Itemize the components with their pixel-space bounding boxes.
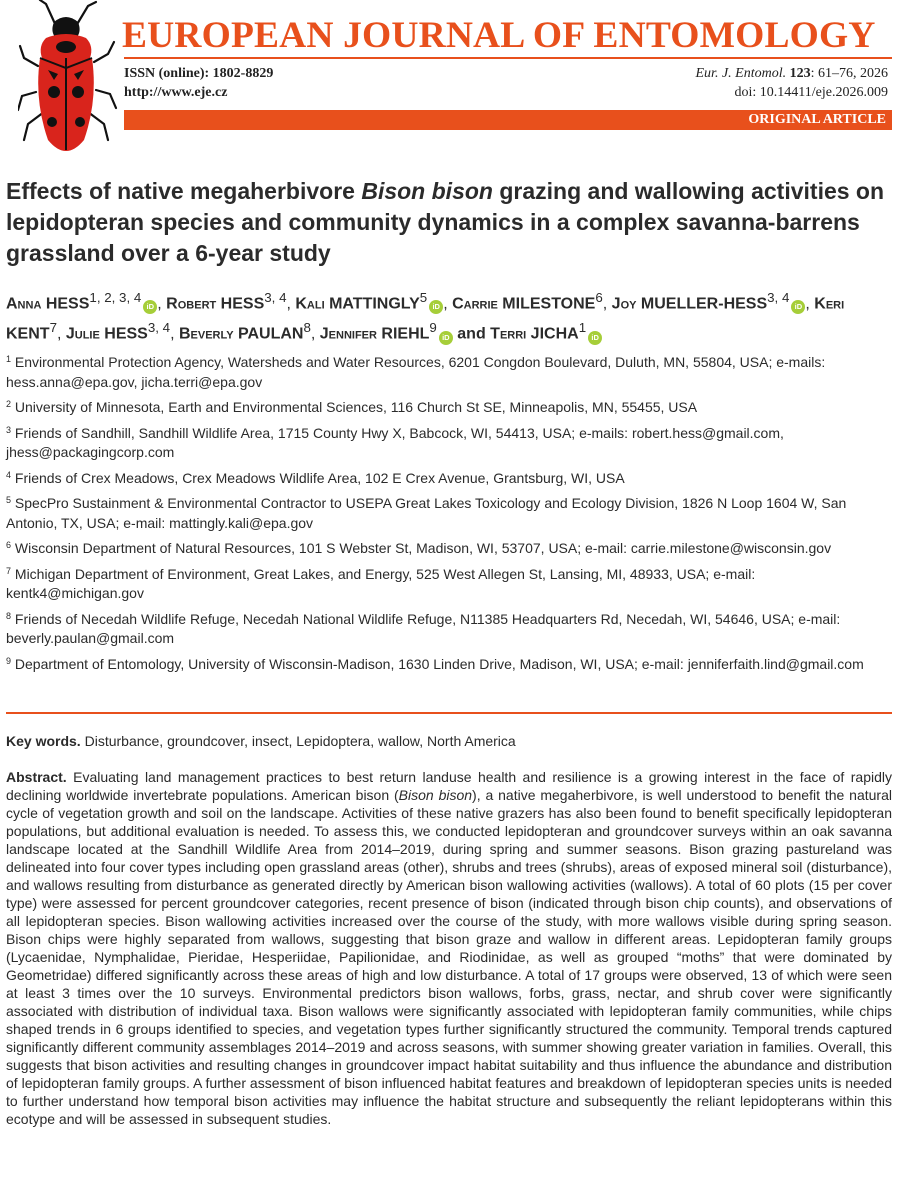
- affiliation-item: [6, 562, 891, 604]
- author-affiliation-ref: 5: [419, 290, 428, 305]
- affiliation-list: [6, 350, 891, 677]
- title-part2: grazing and wallowing activities on lepidopteran species and community dynamics in a complex savanna-barrens grassland over a 6-year study: [6, 178, 885, 266]
- citation-line: [696, 64, 889, 83]
- author-name: Joy MUELLER-HESS: [611, 295, 768, 313]
- affiliation-number: 9: [6, 655, 12, 666]
- author-name: Robert HESS: [166, 295, 265, 313]
- citation-volume: 123: [789, 66, 811, 81]
- issn: ISSN (online): 1802-8829: [124, 66, 274, 81]
- title-species: Bison bison: [361, 178, 493, 204]
- abstract-species: Bison bison: [398, 787, 473, 803]
- journal-meta-left: [124, 64, 273, 102]
- affiliation-text: Wisconsin Department of Natural Resources, 101 S Webster St, Madison, WI, 53707, USA; e-mail: carrie.milestone@wisconsin.gov: [14, 540, 832, 556]
- orcid-icon[interactable]: iD: [439, 331, 453, 345]
- affiliation-number: 8: [6, 610, 12, 621]
- article-type-banner: ORIGINAL ARTICLE: [124, 110, 892, 130]
- affiliation-item: [6, 652, 891, 675]
- affiliation-number: 3: [6, 424, 12, 435]
- keywords-rule: [6, 712, 892, 714]
- keywords-text: Disturbance, groundcover, insect, Lepidoptera, wallow, North America: [80, 733, 516, 749]
- affiliation-item: [6, 491, 891, 533]
- header-rule: [124, 57, 892, 59]
- journal-url[interactable]: http://www.eje.cz: [124, 85, 228, 100]
- abstract-text-2: ), a native megaherbivore, is well understood to benefit the natural cycle of vegetation growth and soil on the landscape. Activities of these native grazers has also been found to benefit specifically lepidopteran populations, but additional evaluation is needed. To assess this, we conducted lepidopteran and groundcover surveys within an oak savanna landscape located at the Sandhill Wildlife Area from 2014–2019, during spring and summer seasons. Bison grazing pastureland was delineated into four cover types including open grassland areas (other), shrubs and trees (shrubs), areas of exposed mineral soil (disturbance), and wallows resulting from disturbance as generated directly by American bison wallowing activities (wallows). A total of 60 plots (15 per cover type) were assessed for percent groundcover categories, recent presence of bison (indicated through bison chip counts), and observations of all lepidopteran species. Bison wallowing activities increased over the course of the study, with more wallows visible during spring season. Bison chips were highly separated from wallows, suggesting that bison graze and wallow in different areas. Lepidopteran family groups (Lycaenidae, Nymphalidae, Pieridae, Hesperiidae, Papilionidae, and Riodinidae, as well as grouped “moths” that were dominated by Geometridae) differed significantly across these areas of high and low disturbance. A total of 17 groups were observed, 13 of which were seen at least 3 times over the 10 surveys. Environmental predictors bison wallows, forbs, grass, nectar, and shrub cover were significantly associated with distribution of individual taxa. Bison wallows were significantly associated with lepidopteran family communities, while chips shaped trends in 6 groups identified to species, and vegetation types further significantly structured the community. Temporal trends captured significantly different community assemblages 2014–2019 and across seasons, with summer showing greater variation in families. Overall, this suggests that bison activities and resulting changes in groundcover impact habitat suitability and thus influence the abundance and distribution of lepidopteran family groups. A further assessment of bison influenced habitat features and breakdown of lepidopteran species units is needed to further understand how temporal bison activities may influence the habitat structure and subsequently the reliant lepidopterans within this ecotype and will be assessed in subsequent studies.: [6, 787, 892, 1127]
- affiliation-number: 6: [6, 540, 12, 550]
- affiliation-number: 7: [6, 565, 12, 576]
- affiliation-number: 4: [6, 469, 12, 480]
- affiliation-text: Department of Entomology, University of Wisconsin-Madison, 1630 Linden Drive, Madison, WI, USA; e-mail: jenniferfaith.lind@gmail.com: [14, 655, 864, 672]
- author-affiliation-ref: 3, 4: [264, 290, 287, 305]
- affiliation-text: SpecPro Sustainment & Environmental Contractor to USEPA Great Lakes Toxicology and Ecology Division, 1826 N Loop 1604 W, San Antonio, TX, USA; e-mail: mattingly.kali@epa.gov: [6, 495, 847, 531]
- abstract-label: Abstract.: [6, 769, 67, 785]
- author-affiliation-ref: 1, 2, 3, 4: [89, 290, 142, 305]
- affiliation-text: Michigan Department of Environment, Great Lakes, and Energy, 525 West Allegen St, Lansing, MI, 48933, USA; e-mail: kentk4@michigan.gov: [6, 565, 756, 601]
- affiliation-text: Environmental Protection Agency, Watersheds and Water Resources, 6201 Congdon Boulevard, Duluth, MN, 55804, USA; e-mails: hess.anna@epa.gov, jicha.terri@epa.gov: [6, 354, 826, 390]
- author-affiliation-ref: 3, 4: [147, 320, 171, 336]
- author-name: Terri JICHA: [490, 325, 579, 343]
- article-title: [6, 176, 886, 269]
- title-part1: Effects of native megaherbivore: [6, 178, 362, 204]
- author-name: Julie HESS: [65, 325, 148, 343]
- orcid-icon[interactable]: iD: [791, 300, 805, 314]
- author-name: Jennifer RIEHL: [319, 325, 430, 343]
- journal-name: EUROPEAN JOURNAL OF ENTOMOLOGY: [122, 15, 876, 56]
- affiliation-number: 5: [6, 495, 12, 505]
- abstract-text-1: Evaluating land management practices to best return landuse health and resilience is a growing interest in the face of rapidly declining worldwide invertebrate populations. American bison (: [6, 769, 892, 803]
- firebug-beetle-icon: [18, 0, 118, 165]
- affiliation-item: [6, 607, 891, 649]
- author-affiliation-ref: 8: [303, 320, 311, 336]
- abstract: [6, 768, 892, 1128]
- citation-info: [696, 64, 889, 102]
- affiliation-text: Friends of Necedah Wildlife Refuge, Necedah National Wildlife Refuge, N11385 Headquarters Rd, Necedah, WI, 54646, USA; e-mail: beverly.paulan@gmail.com: [6, 610, 841, 646]
- author-name: Beverly PAULAN: [178, 325, 304, 343]
- affiliation-text: Friends of Sandhill, Sandhill Wildlife Area, 1715 County Hwy X, Babcock, WI, 54413, USA; e-mails: robert.hess@gmail.com, jhess@packagingcorp.com: [6, 424, 784, 460]
- affiliation-item: [6, 421, 891, 463]
- author-affiliation-ref: 7: [49, 320, 57, 336]
- doi[interactable]: doi: 10.14411/eje.2026.009: [734, 85, 888, 100]
- citation-journal: Eur. J. Entomol.: [695, 66, 787, 81]
- affiliation-item: [6, 466, 891, 489]
- author-affiliation-ref: 1: [578, 320, 587, 336]
- affiliation-item: [6, 350, 891, 392]
- author-name: Kali MATTINGLY: [295, 295, 420, 313]
- author-affiliation-ref: 9: [429, 320, 437, 336]
- author-affiliation-ref: 6: [595, 290, 603, 305]
- author-conjunction: and: [452, 325, 491, 343]
- orcid-icon[interactable]: iD: [588, 331, 602, 345]
- orcid-icon[interactable]: iD: [429, 300, 443, 314]
- orcid-icon[interactable]: iD: [143, 300, 157, 314]
- author-name: Carrie MILESTONE: [452, 295, 596, 313]
- affiliation-text: University of Minnesota, Earth and Environmental Sciences, 116 Church St SE, Minneapolis, MN, 55455, USA: [14, 399, 698, 415]
- author-name: Anna HESS: [6, 295, 90, 313]
- affiliation-number: 2: [6, 399, 12, 409]
- keywords-label: Key words.: [6, 733, 81, 749]
- author-list: Anna HESS$^{1, 2, 3, 4}$iD , Robert HESS$^{3, 4}$, Kali MATTINGLY$^5$iD , Carrie MILESTONE$^6$, Joy MUELLER-HESS$^{3, 4}$iD , Keri KENT$^7$, Julie HESS$^{3, 4}$, Beverly PAULAN$^8$, Jennifer RIEHL$^9$iD and Terri JICHA$^1$iD: [6, 290, 845, 343]
- author-affiliation-ref: 3, 4: [767, 290, 790, 305]
- keywords: [6, 731, 891, 751]
- author-name: Keri KENT: [6, 295, 845, 343]
- affiliation-number: 1: [6, 354, 12, 364]
- citation-pages: : 61–76, 2026: [810, 66, 888, 81]
- affiliation-item: [6, 395, 891, 418]
- affiliation-item: [6, 536, 891, 559]
- affiliation-text: Friends of Crex Meadows, Crex Meadows Wildlife Area, 102 E Crex Avenue, Grantsburg, WI, USA: [14, 469, 625, 486]
